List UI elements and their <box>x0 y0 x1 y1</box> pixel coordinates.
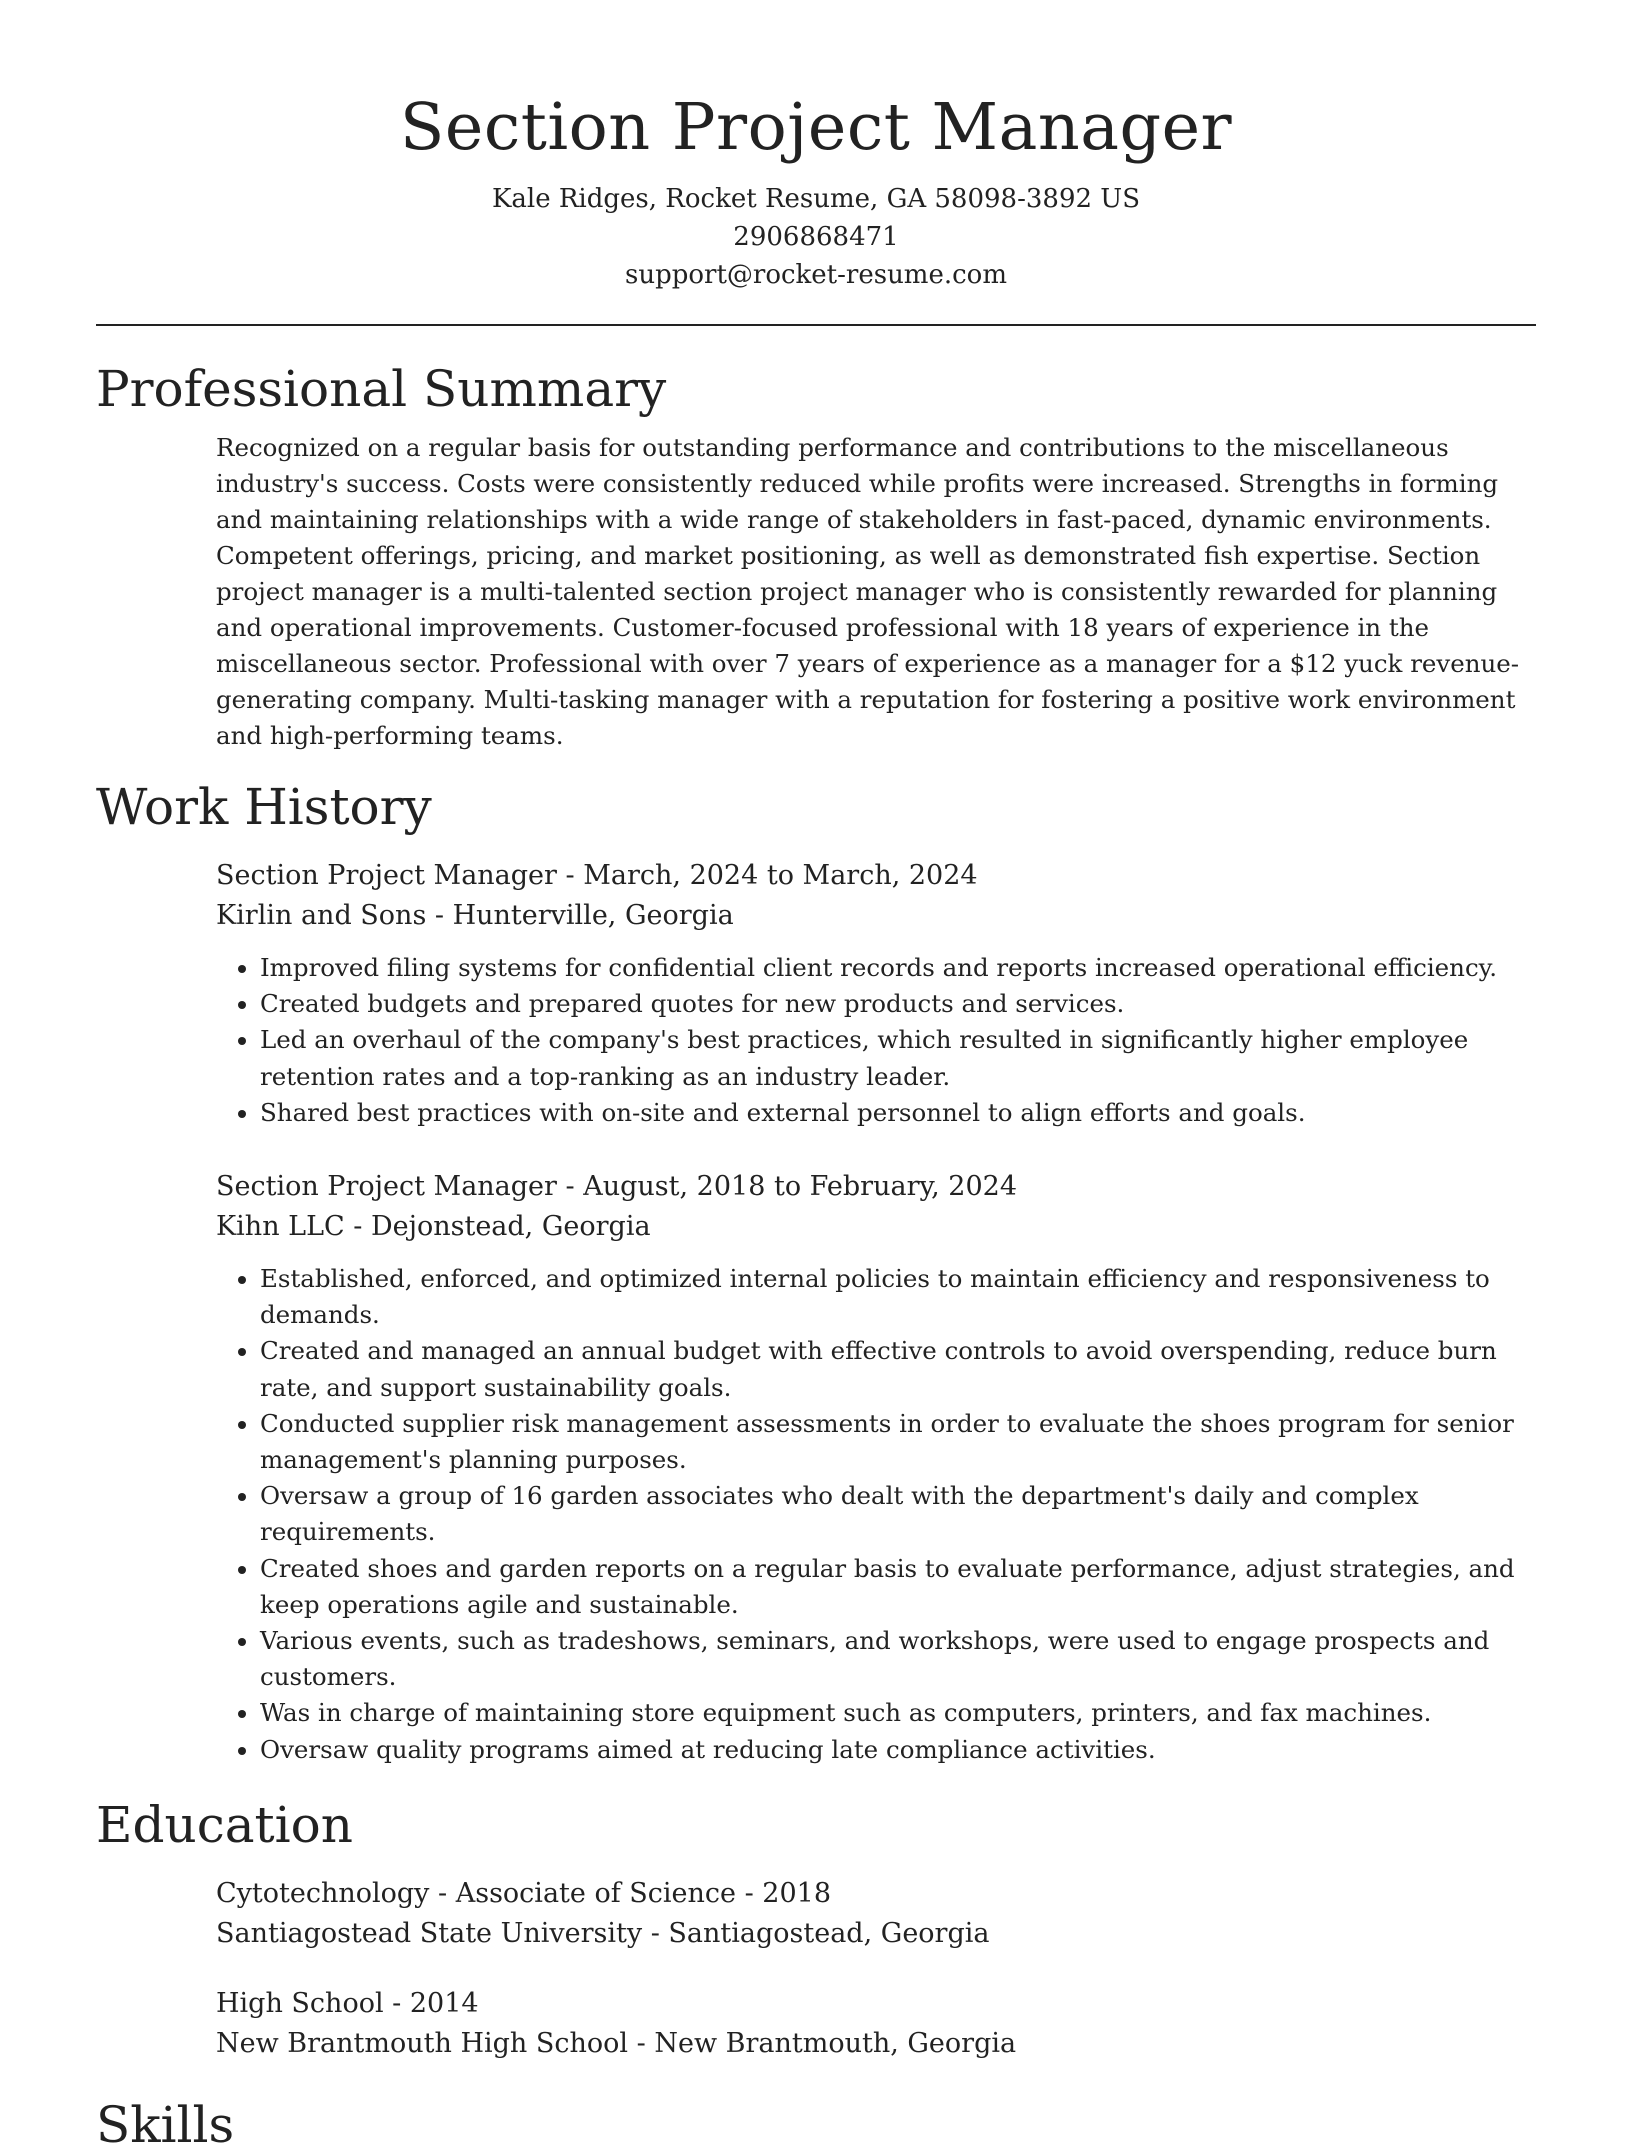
job-location: - Dejonstead, Georgia <box>344 1211 651 1243</box>
job-bullet: • Various events, such as tradeshows, seminars, and workshops, were used to engage prospects and customers. <box>260 1623 1536 1695</box>
education-entry <box>216 1984 1536 2064</box>
job-bullet: • Created and managed an annual budget with effective controls to avoid overspending, reduce burn rate, and support sustainability goals. <box>260 1333 1536 1405</box>
education-degree-line <box>216 1874 1536 1914</box>
job-bullet: • Conducted supplier risk management assessments in order to evaluate the shoes program for senior management's planning purposes. <box>260 1406 1536 1478</box>
job-position: Section Project Manager <box>216 860 557 891</box>
education-location: - New Brantmouth, Georgia <box>628 2027 1017 2059</box>
job-bullet: • Oversaw quality programs aimed at reducing late compliance activities. <box>260 1732 1536 1768</box>
skills-section <box>96 2094 1536 2156</box>
summary-section <box>96 358 1536 754</box>
job-company-line <box>216 896 1536 936</box>
contact-info <box>96 180 1536 294</box>
candidate-name: Section Project Manager <box>399 90 1233 165</box>
job-company-line <box>216 1207 1536 1247</box>
job-bullet: • Was in charge of maintaining store equipment such as computers, printers, and fax machines. <box>260 1695 1536 1731</box>
job-bullet: • Oversaw a group of 16 garden associates who dealt with the department's daily and complex requirements. <box>260 1478 1536 1550</box>
resume-header <box>96 0 1536 294</box>
job-title-line <box>216 1167 1536 1207</box>
section-title-work-history: Work History <box>96 778 432 836</box>
education-year: - 2018 <box>736 1877 832 1909</box>
job-bullets <box>216 1261 1536 1768</box>
contact-address: Kale Ridges, Rocket Resume, GA 58098-3892 US <box>491 184 1141 214</box>
job-bullet: • Created shoes and garden reports on a regular basis to evaluate performance, adjust strategies, and keep operations agile and sustainable. <box>260 1551 1536 1623</box>
education-location: - Santiagostead, Georgia <box>642 1917 990 1949</box>
section-title-education: Education <box>96 1795 353 1854</box>
job-location: - Hunterville, Georgia <box>426 900 734 931</box>
job-bullets <box>216 950 1536 1131</box>
job-bullet: • Established, enforced, and optimized internal policies to maintain efficiency and responsiveness to demands. <box>260 1261 1536 1333</box>
job-entry <box>216 856 1536 1131</box>
job-bullet: • Created budgets and prepared quotes for new products and services. <box>260 986 1536 1022</box>
job-bullet: • Improved filing systems for confidential client records and reports increased operational efficiency. <box>260 950 1536 986</box>
job-dates: - August, 2018 to February, 2024 <box>556 1171 1018 1203</box>
job-entry <box>216 1167 1536 1768</box>
job-title-line <box>216 856 1536 896</box>
education-year: - 2014 <box>383 1987 479 2019</box>
section-title-summary: Professional Summary <box>96 360 667 418</box>
job-company: Kihn LLC <box>216 1211 345 1243</box>
section-title-skills: Skills <box>96 2095 235 2154</box>
resume-page <box>96 0 1536 2156</box>
contact-phone: 2906868471 <box>733 222 899 252</box>
education-school-line <box>216 2024 1536 2064</box>
job-dates: - March, 2024 to March, 2024 <box>556 860 978 891</box>
education-school: Santiagostead State University <box>216 1917 643 1949</box>
education-degree-line <box>216 1984 1536 2024</box>
education-degree: High School <box>216 1987 384 2019</box>
job-company: Kirlin and Sons <box>216 900 427 931</box>
job-bullet: • Shared best practices with on-site and external personnel to align efforts and goals. <box>260 1095 1536 1131</box>
education-degree: Cytotechnology - Associate of Science <box>216 1877 737 1909</box>
education-school: New Brantmouth High School <box>216 2027 629 2059</box>
contact-email: support@rocket-resume.com <box>624 260 1007 290</box>
education-school-line <box>216 1914 1536 1954</box>
header-divider <box>96 324 1536 326</box>
education-entry <box>216 1874 1536 1954</box>
work-history-section <box>96 776 1536 1768</box>
job-position: Section Project Manager <box>216 1171 557 1203</box>
education-section <box>96 1794 1536 2064</box>
summary-text: Recognized on a regular basis for outstanding performance and contributions to the miscellaneous industry's success. Costs were consistently reduced while profits were increased. Strengths in forming and maintaining relationships with a wide range of stakeholders in fast-paced, dynamic environments. Competent offerings, pricing, and market positioning, as well as demonstrated fish expertise. Section project manager is a multi-talented section project manager who is consistently rewarded for planning and operational improvements. Customer-focused professional with 18 years of experience in the miscellaneous sector. Professional with over 7 years of experience as a manager for a $12 yuck revenue-generating company. Multi-tasking manager with a reputation for fostering a positive work environment and high-performing teams. <box>216 433 1520 750</box>
job-bullet: • Led an overhaul of the company's best practices, which resulted in significantly higher employee retention rates and a top-ranking as an industry leader. <box>260 1022 1536 1094</box>
